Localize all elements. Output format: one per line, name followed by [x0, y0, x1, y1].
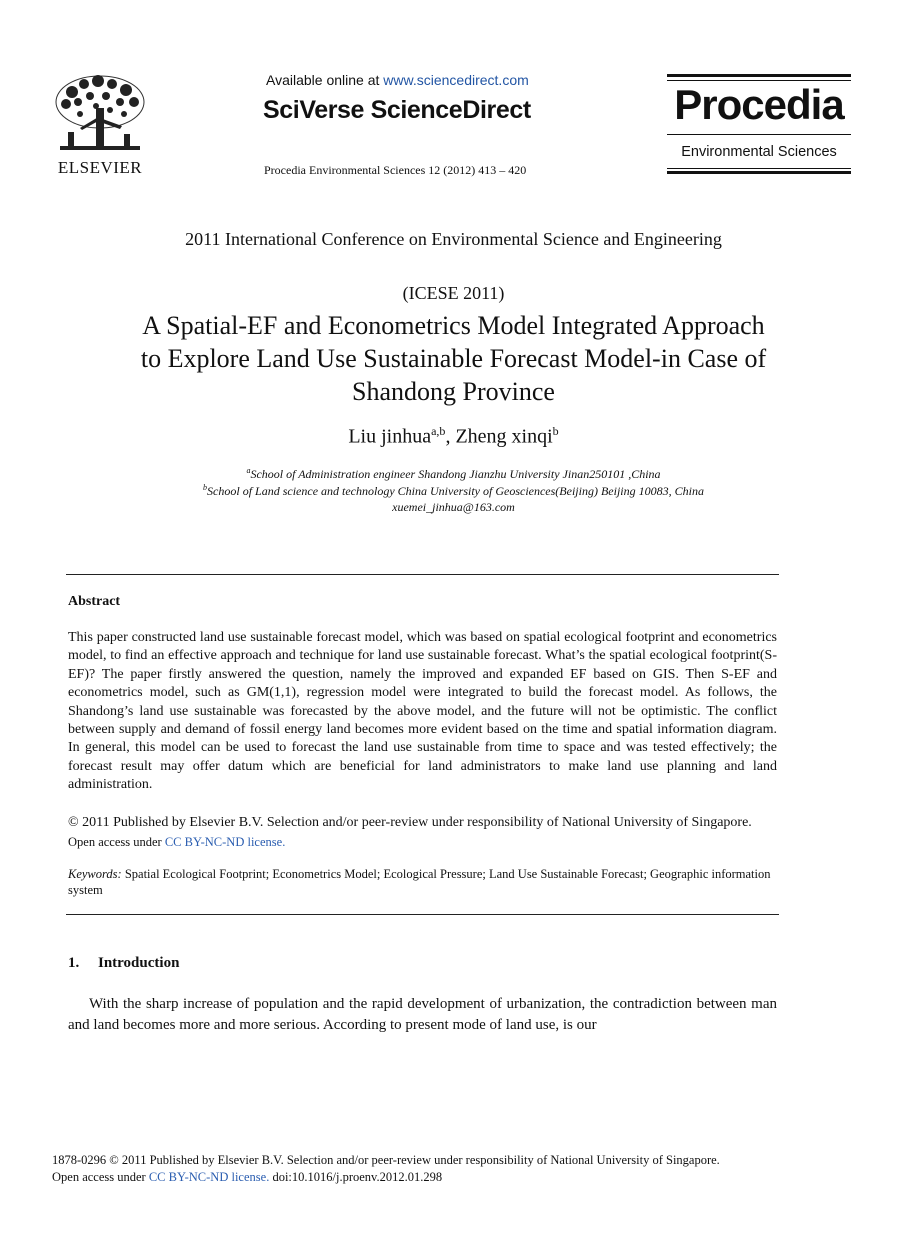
available-online-line: [266, 72, 529, 88]
open-access-prefix: Open access under: [68, 835, 165, 849]
affiliation-text: School of Land science and technology China University of Geosciences(Beijing) Beijing 10083, China: [207, 484, 704, 498]
procedia-bottom-rule-thin: [667, 168, 851, 169]
author-affiliation-marker: b: [552, 424, 559, 438]
license-link[interactable]: CC BY-NC-ND license.: [164, 835, 286, 849]
procedia-top-rule: [667, 74, 851, 77]
title-line: Shandong Province: [352, 377, 555, 406]
affiliation-marker: a: [246, 466, 251, 475]
author-email: xuemei_jinhua@163.com: [392, 500, 515, 514]
journal-brand-subtitle: Environmental Sciences: [681, 144, 837, 160]
affiliation-b: [0, 483, 907, 499]
conference-name: 2011 International Conference on Environmental Science and Engineering: [185, 229, 722, 249]
abstract-bottom-rule: [66, 914, 779, 915]
footer-issn-line: 1878-0296 © 2011 Published by Elsevier B.V. Selection and/or peer-review under responsibility of National University of Singapore.: [52, 1153, 720, 1167]
journal-brand: Procedia: [674, 81, 844, 128]
procedia-logo: [667, 74, 851, 176]
footer-open-access-prefix: Open access under: [52, 1170, 149, 1184]
conference-short-name: (ICESE 2011): [402, 283, 505, 303]
publisher-logo-label: ELSEVIER: [57, 158, 143, 177]
abstract-top-rule: [66, 574, 779, 575]
author-affiliation-marker: a,b: [431, 424, 446, 438]
keywords: [68, 866, 777, 898]
abstract-heading: Abstract: [68, 594, 121, 609]
author-list: [0, 424, 907, 449]
platform-name: SciVerse ScienceDirect: [263, 96, 531, 124]
section-heading-introduction: [68, 955, 179, 972]
abstract-copyright: © 2011 Published by Elsevier B.V. Selection and/or peer-review under responsibility of National University of Singapore.: [68, 815, 752, 830]
footer-open-access-line: [52, 1170, 442, 1185]
author-name: Liu jinhua: [348, 425, 432, 448]
introduction-text: With the sharp increase of population and the rapid development of urbanization, the contradiction between man and land becomes more and more serious. According to present mode of land use, is our: [68, 996, 777, 1033]
abstract-text: This paper constructed land use sustainable forecast model, which was based on spatial ecological footprint and econometrics model, to find an effective approach and technique for land use sustainable forecast. What’s the spatial ecological footprint(S-EF)? The paper firstly answered the question, namely the improved and expanded EF based on GIS. Then S-EF and econometrics model, such as GM(1,1), regression model were integrated to build the forecast model. As follows, the Shandong’s land use sustainable was forecasted by the above model, and the future will not be optimistic. The conflict between supply and demand of fossil energy land becomes more evident based on the time and spatial information diagram. In general, this model can be used to forecast the land use sustainable from time to space and was tested effectively; the forecast result may offer datum which are beneficial for land administrators to make land use planning and land administration.: [68, 630, 777, 793]
keywords-label: Keywords:: [68, 867, 122, 881]
title-line: A Spatial-EF and Econometrics Model Integrated Approach: [142, 311, 765, 340]
paper-title: [0, 309, 907, 408]
procedia-mid-rule: [667, 134, 851, 135]
footer-doi[interactable]: doi:10.1016/j.proenv.2012.01.298: [269, 1170, 443, 1184]
author-name: Zheng xinqi: [455, 425, 553, 448]
section-number: 1.: [68, 955, 80, 971]
keywords-text: Spatial Ecological Footprint; Econometrics Model; Ecological Pressure; Land Use Sustainable Forecast; Geographic information system: [68, 867, 771, 897]
available-online-prefix: Available online at: [266, 72, 384, 88]
author-separator: ,: [445, 425, 456, 448]
footer-license-link[interactable]: CC BY-NC-ND license.: [148, 1170, 270, 1184]
affiliation-marker: b: [203, 483, 208, 492]
open-access-line: [68, 835, 285, 850]
affiliation-text: School of Administration engineer Shandong Jianzhu University Jinan250101 ,China: [250, 467, 661, 481]
sciencedirect-link[interactable]: www.sciencedirect.com: [383, 72, 529, 88]
journal-reference: Procedia Environmental Sciences 12 (2012) 413 – 420: [264, 163, 527, 177]
title-line: to Explore Land Use Sustainable Forecast Model-in Case of: [140, 344, 767, 373]
affiliation-a: [0, 466, 907, 482]
section-title: Introduction: [98, 955, 180, 971]
procedia-bottom-rule: [667, 171, 851, 174]
